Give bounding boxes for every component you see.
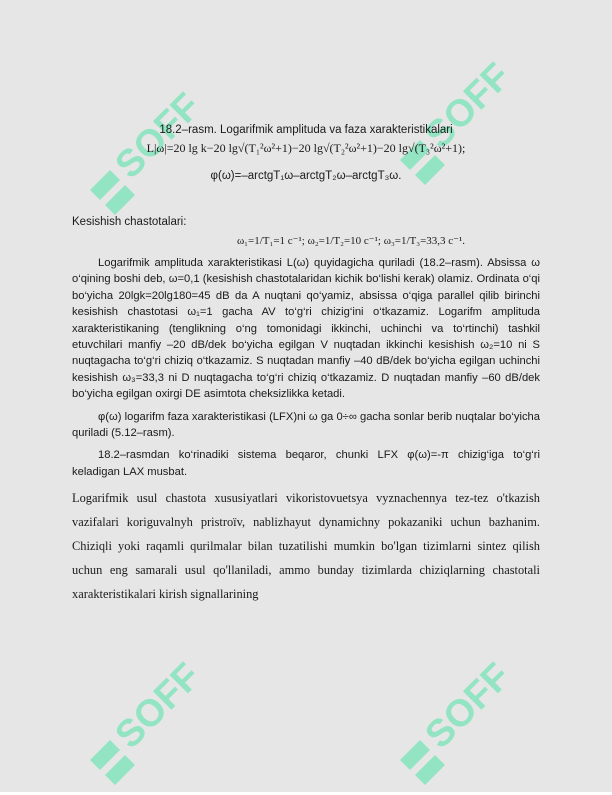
paragraph-lfx: φ(ω) logarifm faza xarakteristikasi (LFX)ni ω ga 0÷∞ gacha sonlar berib nuqtalar bo‘yicha quriladi (5.12–rasm). xyxy=(72,410,540,440)
figure-title: 18.2–rasm. Logarifmik amplituda va faza xarakteristikalari xyxy=(159,124,453,136)
formula-lax: L|ω|=20 lg k−20 lg√(T₁²ω²+1)−20 lg√(T₂²ω²+1)−20 lg√(T₃²ω²+1); xyxy=(146,141,466,155)
watermark-text: SOFF xyxy=(107,655,209,757)
formula-phase: φ(ω)=–arctgT₁ω–arctgT₂ω–arctgT₃ω. xyxy=(210,170,402,182)
document-body xyxy=(72,124,540,619)
omega-formula: ω₁=1/T₁=1 c⁻¹; ω₂=1/T₂=10 c⁻¹; ω₃=1/T₃=33,3 c⁻¹. xyxy=(236,235,466,247)
watermark-text: SOFF xyxy=(417,55,519,157)
watermark-text: SOFF xyxy=(107,85,209,187)
paragraph-logarithmic-method: Logarifmik usul chastota xususiyatlari vikoristovuetsya vyznachennya tez-tez o'tkazish vazifalari koriguvalnyh pristroïv, nablizhayut dynamichny pokazaniki uchun bazhanim. Chiziqli yoki raqamli qurilmalar bilan tuzatilishi mumkin bo'lgan tizimlarni sintez qilish uchun eng samarali usul qo'llaniladi, ammo bunday tizimlarda chiziqlarning chastotali xarakteristikalari kirish signallarining xyxy=(72,491,540,602)
kesishish-label: Kesishish chastotalari: xyxy=(72,216,187,228)
watermark-logo xyxy=(380,640,530,790)
paragraph-lax: Logarifmik amplituda xarakteristikasi L(ω) quyidagicha quriladi (18.2–rasm). Absissa ω o‘qining boshi deb, ω=0,1 (kesishish chastotalaridan kichik bo‘lishi kerak) olamiz. Ordinata o‘qi bo‘yicha 20lgk=20lg180=45 dB da A nuqtani qo‘yamiz, absissa o‘qiga parallel qilib birinchi kesishish chastotasi ω₁=1 gacha AV to‘g‘ri chizig‘ini o‘tkazamiz. Logarifm amplituda xarakteristikaning (tenglikning o‘ng tomonidagi ikkinchi, uchinchi va to‘rtinchi) tashkil etuvchilari manfiy –20 dB/dek bo‘yicha egilgan V nuqtadan ikkinchi kesishish ω₂=10 ni S nuqtagacha to‘g‘ri chiziq o‘tkazamiz. S nuqtadan manfiy –40 dB/dek bo‘yicha egilgan uchinchi kesishish ω₃=33,3 ni D nuqtagacha to‘g‘ri chiziq o‘tkazamiz. D nuqtadan manfiy –60 dB/dek bo‘yicha egilgan oxirgi DE asimtota cheksizlikka ketadi. xyxy=(72,257,540,401)
watermark-text: SOFF xyxy=(417,655,519,757)
watermark-logo xyxy=(70,640,220,790)
paragraph-stability: 18.2–rasmdan ko‘rinadiki sistema beqaror, chunki LFX φ(ω)=-π chizig‘iga to‘g‘ri keladigan LAX musbat. xyxy=(72,449,540,478)
